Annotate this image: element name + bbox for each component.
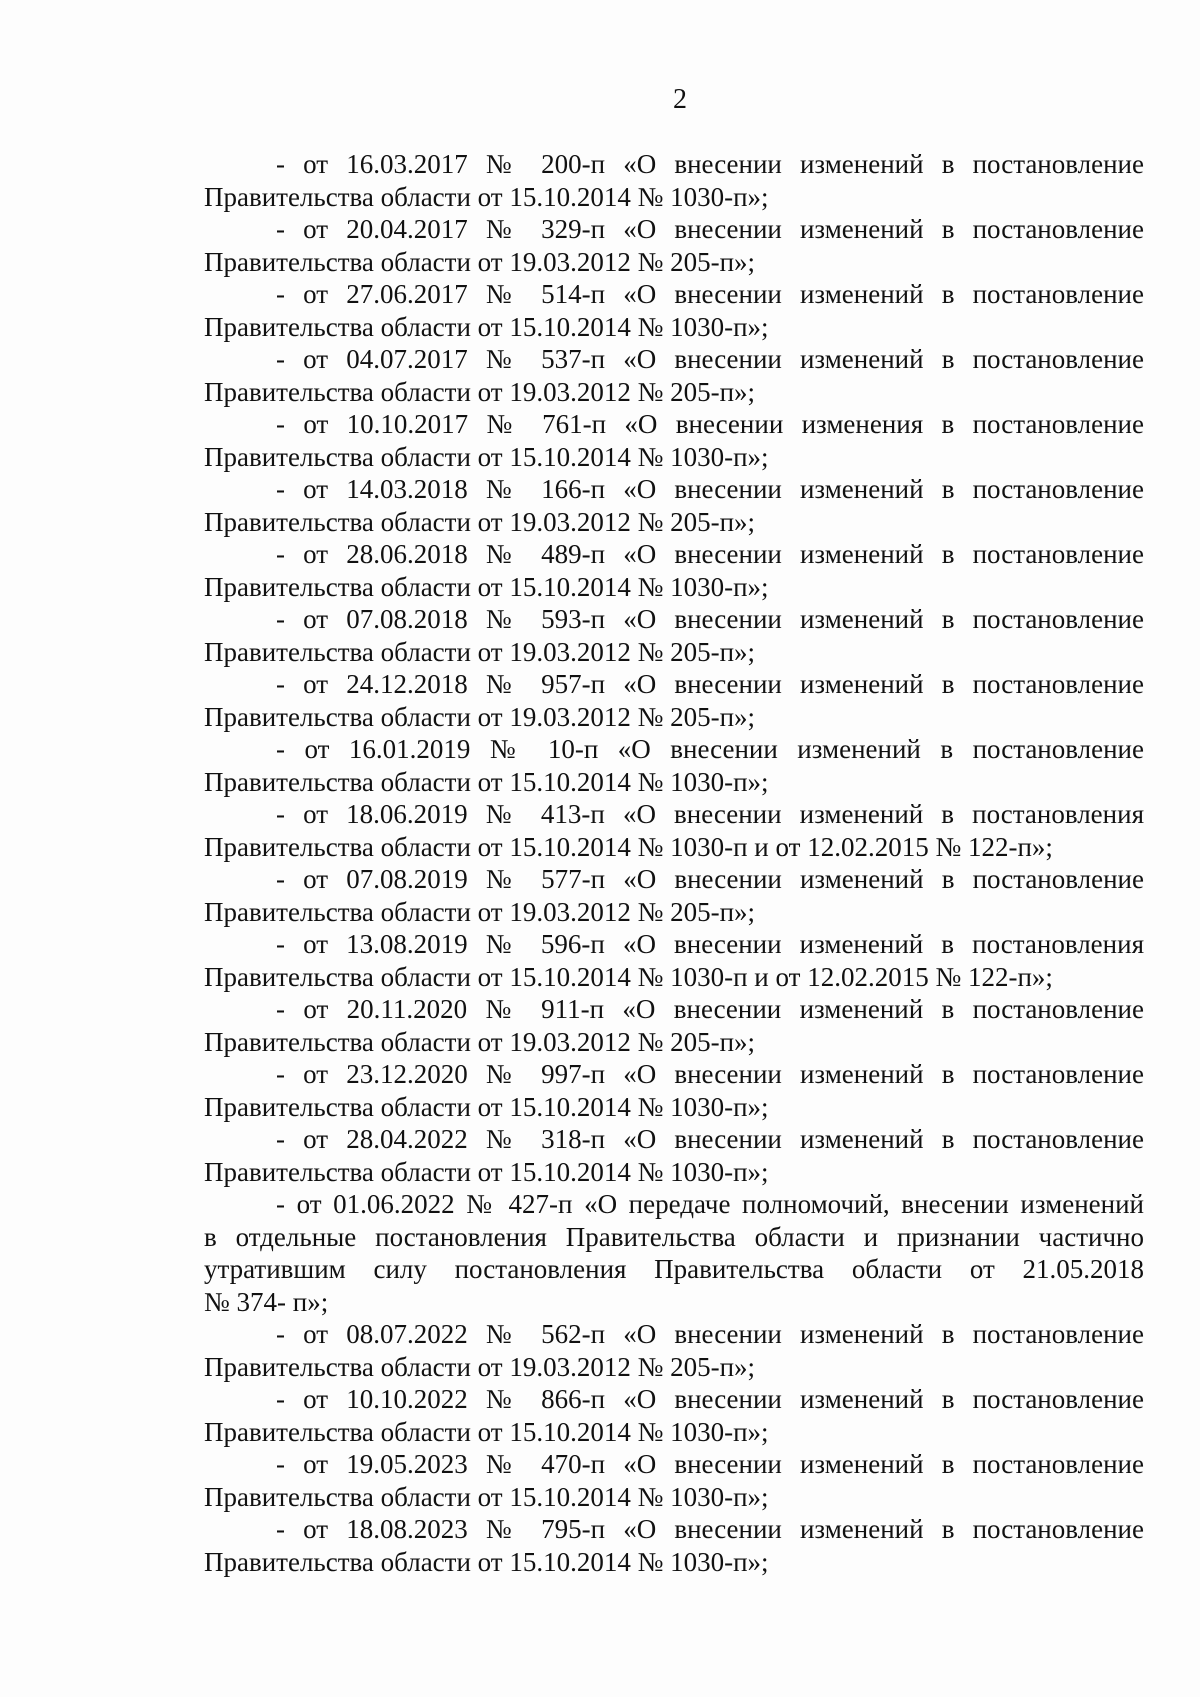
list-item: [204, 798, 1144, 863]
item-line: Правительства области от 19.03.2012 № 205-п»;: [204, 636, 756, 667]
item-line: Правительства области от 15.10.2014 № 1030-п»;: [204, 311, 769, 342]
item-line: - от 16.03.2017 № 200-п «О внесении изменений в постановление: [276, 149, 1144, 179]
list-item: [204, 1123, 1144, 1188]
list-item: [204, 538, 1144, 603]
item-line: Правительства области от 15.10.2014 № 1030-п»;: [204, 1156, 769, 1187]
page-number: 2: [673, 84, 687, 115]
item-line: № 374- п»;: [204, 1286, 329, 1317]
item-line: - от 20.04.2017 № 329-п «О внесении изменений в постановление: [276, 214, 1144, 244]
item-line: - от 08.07.2022 № 562-п «О внесении изменений в постановление: [276, 1319, 1144, 1349]
list-item: [204, 1513, 1144, 1578]
item-line: Правительства области от 19.03.2012 № 205-п»;: [204, 246, 756, 277]
item-line: Правительства области от 19.03.2012 № 205-п»;: [204, 701, 756, 732]
item-line: Правительства области от 19.03.2012 № 205-п»;: [204, 376, 756, 407]
item-line: Правительства области от 15.10.2014 № 1030-п»;: [204, 571, 769, 602]
item-line: утратившим силу постановления Правительства области от 21.05.2018: [204, 1254, 1144, 1284]
item-line: Правительства области от 15.10.2014 № 1030-п»;: [204, 1091, 769, 1122]
item-line: Правительства области от 15.10.2014 № 1030-п»;: [204, 1416, 769, 1447]
list-item: [204, 993, 1144, 1058]
list-item: [204, 1318, 1144, 1383]
item-line: - от 20.11.2020 № 911-п «О внесении изменений в постановление: [276, 994, 1144, 1024]
item-line: - от 07.08.2018 № 593-п «О внесении изменений в постановление: [276, 604, 1144, 634]
list-item: [204, 863, 1144, 928]
item-line: - от 28.04.2022 № 318-п «О внесении изменений в постановление: [276, 1124, 1144, 1154]
item-line: Правительства области от 15.10.2014 № 1030-п»;: [204, 1481, 769, 1512]
item-line: - от 27.06.2017 № 514-п «О внесении изменений в постановление: [276, 279, 1144, 309]
item-line: Правительства области от 19.03.2012 № 205-п»;: [204, 1026, 756, 1057]
item-line: в отдельные постановления Правительства области и признании частично: [204, 1221, 1144, 1252]
item-line: Правительства области от 19.03.2012 № 205-п»;: [204, 896, 756, 927]
list-item: [204, 148, 1144, 213]
item-line: - от 14.03.2018 № 166-п «О внесении изменений в постановление: [276, 474, 1144, 504]
item-line: Правительства области от 15.10.2014 № 1030-п»;: [204, 1546, 769, 1577]
item-line: - от 24.12.2018 № 957-п «О внесении изменений в постановление: [276, 669, 1144, 699]
document-body: [204, 148, 1144, 1578]
list-item: [204, 1058, 1144, 1123]
item-line: - от 04.07.2017 № 537-п «О внесении изменений в постановление: [276, 344, 1144, 374]
item-line: - от 07.08.2019 № 577-п «О внесении изменений в постановление: [276, 864, 1144, 894]
item-line: Правительства области от 15.10.2014 № 1030-п и от 12.02.2015 № 122-п»;: [204, 831, 1053, 862]
item-line: Правительства области от 15.10.2014 № 1030-п»;: [204, 766, 769, 797]
list-item: [204, 1383, 1144, 1448]
item-line: - от 16.01.2019 № 10-п «О внесении изменений в постановление: [276, 734, 1144, 764]
item-line: - от 18.08.2023 № 795-п «О внесении изменений в постановление: [276, 1514, 1144, 1544]
list-item: [204, 213, 1144, 278]
list-item: [204, 473, 1144, 538]
list-item: [204, 733, 1144, 798]
list-item: [204, 928, 1144, 993]
item-line: - от 10.10.2022 № 866-п «О внесении изменений в постановление: [276, 1384, 1144, 1414]
item-line: - от 23.12.2020 № 997-п «О внесении изменений в постановление: [276, 1059, 1144, 1089]
item-line: Правительства области от 15.10.2014 № 1030-п и от 12.02.2015 № 122-п»;: [204, 961, 1053, 992]
item-line: - от 19.05.2023 № 470-п «О внесении изменений в постановление: [276, 1449, 1144, 1479]
item-line: Правительства области от 19.03.2012 № 205-п»;: [204, 1351, 756, 1382]
item-line: - от 18.06.2019 № 413-п «О внесении изменений в постановления: [276, 799, 1144, 829]
item-line: - от 10.10.2017 № 761-п «О внесении изменения в постановление: [276, 409, 1144, 439]
list-item: [204, 408, 1144, 473]
item-line: - от 28.06.2018 № 489-п «О внесении изменений в постановление: [276, 539, 1144, 569]
item-line: Правительства области от 15.10.2014 № 1030-п»;: [204, 181, 769, 212]
item-line: Правительства области от 19.03.2012 № 205-п»;: [204, 506, 756, 537]
item-line: Правительства области от 15.10.2014 № 1030-п»;: [204, 441, 769, 472]
item-line: - от 13.08.2019 № 596-п «О внесении изменений в постановления: [276, 929, 1144, 959]
list-item: [204, 343, 1144, 408]
list-item-long: [204, 1188, 1144, 1318]
item-line: - от 01.06.2022 № 427-п «О передаче полномочий, внесении изменений: [276, 1189, 1144, 1219]
list-item: [204, 1448, 1144, 1513]
list-item: [204, 668, 1144, 733]
list-item: [204, 603, 1144, 668]
list-item: [204, 278, 1144, 343]
